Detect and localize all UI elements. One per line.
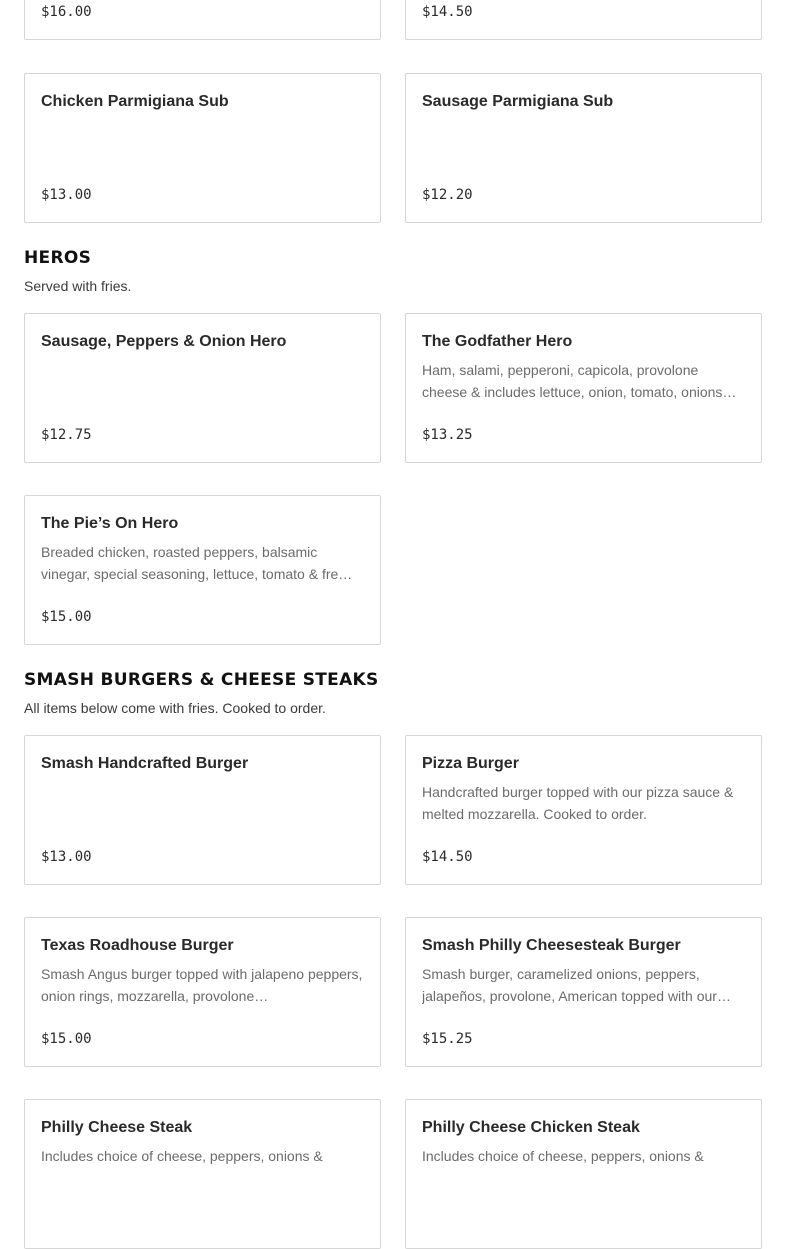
item-price: $16.00 — [41, 4, 92, 20]
menu-item-card[interactable] — [24, 73, 381, 223]
menu-item-card[interactable] — [405, 1099, 762, 1249]
item-price: $13.00 — [41, 849, 92, 865]
menu-item-card[interactable] — [405, 313, 762, 463]
menu-item-card[interactable] — [24, 1099, 381, 1249]
item-name: Chicken Parmigiana Sub — [41, 93, 229, 110]
item-description: Breaded chicken, roasted peppers, balsamic vinegar, special seasoning, lettuce, tomato & fre… — [41, 544, 353, 582]
item-name: Smash Handcrafted Burger — [41, 755, 249, 772]
item-price: $12.75 — [41, 427, 92, 443]
menu-item-card[interactable] — [405, 73, 762, 223]
item-price: $15.00 — [41, 609, 92, 625]
item-name: Philly Cheese Steak — [41, 1119, 193, 1136]
item-name: Sausage Parmigiana Sub — [422, 93, 614, 110]
menu-item-card[interactable] — [405, 917, 762, 1067]
item-description: Smash Angus burger topped with jalapeno peppers, onion rings, mozzarella, provolone… — [41, 966, 363, 1004]
section-title: SMASH BURGERS & CHEESE STEAKS — [24, 670, 379, 690]
item-name: Smash Philly Cheesesteak Burger — [422, 937, 681, 954]
item-price: $14.50 — [422, 4, 473, 20]
item-name: Philly Cheese Chicken Steak — [422, 1119, 640, 1136]
menu-item-card[interactable] — [24, 313, 381, 463]
item-price: $13.00 — [41, 187, 92, 203]
menu-item-card[interactable] — [405, 0, 762, 40]
section-subtitle: Served with fries. — [24, 278, 132, 294]
item-description: Handcrafted burger topped with our pizza sauce & melted mozzarella. Cooked to order. — [422, 784, 734, 822]
item-description: Ham, salami, pepperoni, capicola, provolone cheese & includes lettuce, onion, tomato, onions… — [422, 362, 737, 400]
menu-item-card[interactable] — [24, 0, 381, 40]
menu-item-card[interactable] — [24, 495, 381, 645]
item-name: Pizza Burger — [422, 755, 519, 772]
section-title: HEROS — [24, 248, 92, 268]
section-subtitle: All items below come with fries. Cooked to order. — [24, 700, 326, 716]
item-price: $12.20 — [422, 187, 473, 203]
item-name: The Pie’s On Hero — [41, 515, 179, 532]
item-name: Texas Roadhouse Burger — [41, 937, 234, 954]
item-price: $15.25 — [422, 1031, 473, 1047]
menu-item-card[interactable] — [405, 735, 762, 885]
item-description: Includes choice of cheese, peppers, onions & — [422, 1148, 704, 1164]
item-name: The Godfather Hero — [422, 333, 573, 350]
item-description: Smash burger, caramelized onions, peppers, jalapeños, provolone, American topped with our… — [422, 966, 731, 1004]
item-price: $13.25 — [422, 427, 473, 443]
menu-item-card[interactable] — [24, 917, 381, 1067]
item-price: $15.00 — [41, 1031, 92, 1047]
item-description: Includes choice of cheese, peppers, onions & — [41, 1148, 323, 1164]
item-name: Sausage, Peppers & Onion Hero — [41, 333, 287, 350]
menu-item-card[interactable] — [24, 735, 381, 885]
item-price: $14.50 — [422, 849, 473, 865]
